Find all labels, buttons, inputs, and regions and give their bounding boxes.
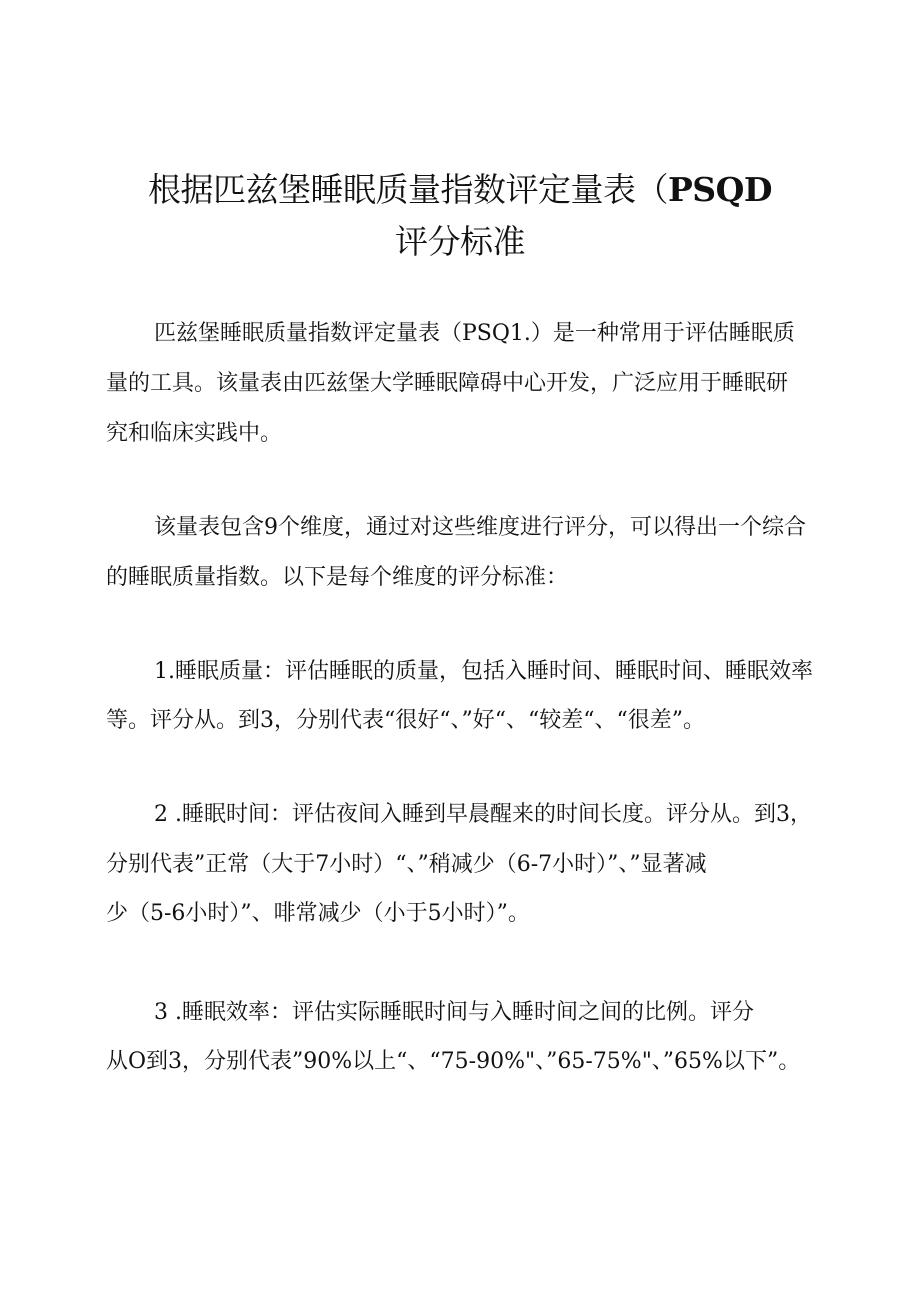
item2-line-1: 2 .睡眠时间：评估夜间入睡到早晨醒来的时间长度。评分从。到3， xyxy=(154,802,812,827)
dimensions-line-2: 的睡眠质量指数。以下是每个维度的评分标准： xyxy=(106,565,569,590)
item3-line-1: 3 .睡眠效率：评估实际睡眠时间与入睡时间之间的比例。评分 xyxy=(154,1000,754,1025)
item1-line-2: 等。评分从。到3，分别代表“很好“、”好“、“较差“、“很差”。 xyxy=(106,708,705,733)
intro-line-3: 究和临床实践中。 xyxy=(106,421,283,446)
intro-line-2: 量的工具。该量表由匹兹堡大学睡眠障碍中心开发，广泛应用于睡眠研 xyxy=(106,371,789,396)
document-title-line-1 xyxy=(100,164,820,216)
document-title-line-2: 评分标准 xyxy=(395,222,525,261)
item2-line-2: 分别代表”正常（大于7小时）“、”稍减少（6-7小时）”、”显著减 xyxy=(106,852,707,877)
dimensions-line-1: 该量表包含9个维度，通过对这些维度进行评分，可以得出一个综合 xyxy=(154,515,806,540)
intro-line-1: 匹兹堡睡眠质量指数评定量表（PSQ1.）是一种常用于评估睡眠质 xyxy=(154,321,795,346)
title-latin-text: PSQD xyxy=(667,170,772,209)
title-cjk-text: 根据匹兹堡睡眠质量指数评定量表（ xyxy=(147,170,668,209)
item1-line-1: 1.睡眠质量：评估睡眠的质量，包括入睡时间、睡眠时间、睡眠效率 xyxy=(154,659,813,684)
item3-line-2: 从O到3，分别代表”90%以上“、“75-90%"、”65-75%"、”65%以下”。 xyxy=(106,1049,801,1074)
item2-line-3: 少（5-6小时）”、啡常减少（小于5小时）”。 xyxy=(106,901,530,926)
